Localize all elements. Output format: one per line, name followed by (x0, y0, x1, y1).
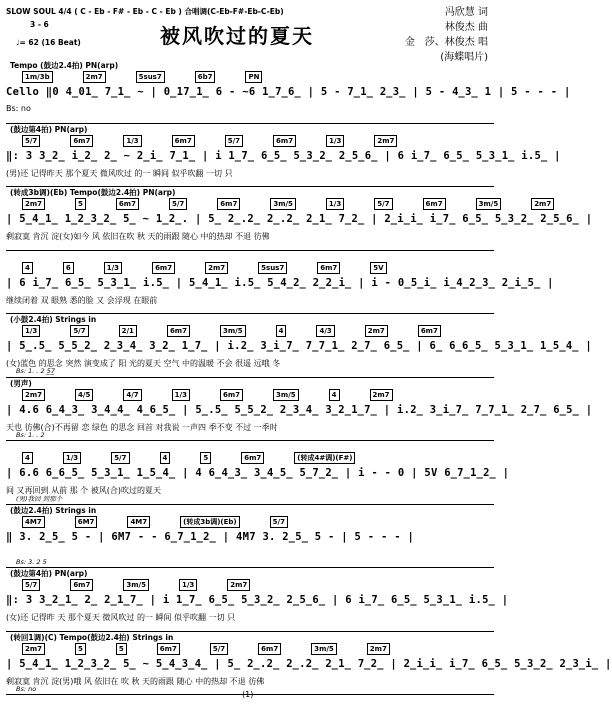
chord-box: 2m7 (370, 389, 393, 401)
chord-box: 2m7 (374, 135, 397, 147)
singer-credit: 金 莎、林俊杰 唱 (404, 37, 488, 48)
chord-box: 5/7 (210, 643, 228, 655)
chord-box: 4 (22, 452, 33, 464)
chord-row (6, 262, 494, 275)
system-instruction: (鼓边第4拍) PN(arp) (10, 124, 88, 134)
chord-box: 6m7 (70, 135, 93, 147)
chord-box: 6m7 (423, 198, 446, 210)
notation-line: Cello ‖0 4̲01̲ 7̲1̲ ~ | 0̲17̲1̲ 6 - ~6 1̲7̲6̲ | 5 - 7̲1̲ 2̲3̲ | 5 - 4̲3̲ 1 | 5 - - - | (6, 86, 571, 98)
chord-row (6, 579, 494, 592)
score-system (6, 568, 509, 632)
chord-box: 1/3 (104, 262, 122, 274)
tempo-marking: ♩= 62 (16 Beat) (16, 38, 81, 47)
chord-box: 1/3 (326, 198, 344, 210)
chord-box: 6m7 (167, 325, 190, 337)
chord-box: 5/7 (70, 325, 88, 337)
chord-box: 1m/3b (22, 71, 53, 83)
chord-box: 2m7 (205, 262, 228, 274)
chord-box: 6m7 (152, 262, 175, 274)
score-system (6, 60, 571, 124)
chord-box: 3m/5 (270, 198, 296, 210)
chord-box: 5/7 (22, 579, 40, 591)
system-instruction: (转回1调)(C) Tempo(鼓边2.4拍) Strings in (10, 632, 174, 642)
song-title: 被风吹过的夏天 (160, 24, 314, 48)
chord-box: 6m7 (116, 198, 139, 210)
chord-row (6, 198, 552, 211)
chord-box: 1/3 (63, 452, 81, 464)
system-instruction: (小鼓2.4拍) Strings in (10, 315, 97, 324)
chord-box: 6m7 (217, 198, 240, 210)
chord-box: 6m7 (418, 325, 441, 337)
chord-row (6, 643, 494, 656)
chord-box: 1/3 (326, 135, 344, 147)
chord-box: 5/7 (374, 198, 392, 210)
notation-line: | 6.6 6̲6̲5̲ 5̲3̲1̲ 1̲5̲4̲ | 4 6̲4̲3̲ 3̲4̲5̲ 5̲7̲2̲ | i - - 0 | 5V 6̲7̲1̲2̲ | (6, 467, 510, 479)
chord-box: 4 (329, 389, 340, 401)
chord-box: 6m7 (172, 135, 195, 147)
score-system (6, 187, 593, 251)
credits (368, 3, 488, 63)
chord-box: 6m7 (317, 262, 340, 274)
chord-box: (转成4#调)(F#) (294, 452, 355, 464)
chord-row (6, 325, 494, 338)
bass-note-line: Bs: 1. . 2 5̲7̲ (16, 367, 55, 375)
system-instruction: Tempo (鼓边2.4拍) PN(arp) (10, 61, 119, 70)
chord-box: 5V (370, 262, 386, 274)
notation-line: | 4.6 6̲4̲3̲ 3̲4̲4̲ 4̲6̲5̲ | 5̲.5̲ 5̲5̲2̲ 2̲3̲4̲ 3̲2̲1̲7̲ | i.2̲ 3̲i̲7̲ 7̲7̲1̲ 2̲7̲ 6̲5̲ | (6, 403, 593, 416)
label-credit: (海蝶唱片) (440, 52, 488, 63)
chord-box: 4/5 (75, 389, 93, 401)
score-system (6, 251, 554, 315)
chord-box: 6m7 (241, 452, 264, 464)
key-note: 3 - 6 (30, 20, 49, 29)
lyrics-line: (女)还 记得昨 天 那个夏天 微风吹过 的一 瞬间 似乎吹翻 一切 只 (6, 613, 236, 622)
chord-box: 6m7 (157, 643, 180, 655)
chord-box: 3m/5 (220, 325, 246, 337)
chord-box: 3m/5 (311, 643, 337, 655)
chord-box: 5/7 (169, 198, 187, 210)
chord-box: 5 (116, 643, 127, 655)
lyrics-line: 天也 彷佛(合)不再留 恋 绿色 的思念 回首 对我说 一声四 季不变 不过 一季时 (6, 422, 278, 432)
chord-box: 3m/5 (123, 579, 149, 591)
score-system (6, 632, 612, 696)
chord-box: 3m/5 (273, 389, 299, 401)
chord-box: 6m7 (258, 643, 281, 655)
chord-box: 5 (75, 643, 86, 655)
score-system (6, 378, 593, 442)
chord-row (6, 516, 494, 529)
chord-box: 6m7 (70, 579, 93, 591)
system-instruction: (鼓边2.4拍) Strings in (10, 505, 97, 515)
chord-row (6, 135, 494, 148)
notation-line: | 5̲4̲1̲ 1̲2̲3̲2̲ 5̲ ~ 1̲2̲. | 5̲ 2̲.2̲ 2̲.2̲ 2̲1̲ 7̲2̲ | 2̲i̲i̲ i̲7̲ 6̲5̲ 5̲3̲2̲ 2̲5̲6̲ | (6, 213, 593, 225)
notation-line: | 5̲4̲1̲ 1̲2̲3̲2̲ 5̲ ~ 5̲4̲3̲4̲ | 5̲ 2̲.2̲ 2̲.2̲ 2̲1̲ 7̲2̲ | 2̲i̲i̲ i̲7̲ 6̲5̲ 5̲3̲2̲ 2̲3̲i̲ | (6, 657, 612, 670)
notation-line: | 5̲.5̲ 5̲5̲2̲ 2̲3̲4̲ 3̲2̲ 1̲7̲ | i.2̲ 3̲i̲7̲ 7̲7̲1̲ 2̲7̲ 6̲5̲ | 6̲ 6̲6̲5̲ 5̲3̲1̲ 1̲5̲4̲ | (6, 340, 593, 352)
chord-box: 5 (75, 198, 86, 210)
lyrics-line: 间 又再回到 从前 那 个 被风(合)吹过的夏天 (6, 486, 161, 495)
chord-box: 6 (63, 262, 74, 274)
lyricist-credit: 冯欣慧 词 (444, 7, 488, 18)
chord-row (6, 71, 494, 84)
score-system (6, 314, 593, 378)
chord-box: 5/7 (22, 135, 40, 147)
chord-box: 5sus7 (258, 262, 287, 274)
chord-box: 2m7 (22, 198, 45, 210)
chord-box: 6m7 (220, 389, 243, 401)
chord-box: 5/7 (111, 452, 129, 464)
chord-box: 4 (276, 325, 287, 337)
notation-line: ‖: 3 3̲2̲1̲ 2̲ 2̲1̲7̲ | i 1̲7̲ 6̲5̲ 5̲3̲2̲ 2̲5̲6̲ | 6 i̲7̲ 6̲5̲ 5̲3̲1̲ i.5̲ | (6, 594, 509, 606)
chord-row (6, 452, 494, 465)
chord-box: 1/3 (172, 389, 190, 401)
chord-box: 6M7 (75, 516, 98, 528)
chord-box: 2m7 (367, 643, 390, 655)
notation-line: | 6 i̲7̲ 6̲5̲ 5̲3̲1̲ i.5̲ | 5̲4̲1̲ i.5̲ 5̲4̲2̲ 2̲2̲i̲ | i - 0̲5̲i̲ i̲4̲2̲3̲ 2̲i̲5̲ | (6, 276, 554, 289)
chord-box: 4M7 (127, 516, 150, 528)
notation-line: ‖ 3. 2̲5̲ 5 - | 6M7 - - 6̲7̲1̲2̲ | 4M7 3. 2̲5̲ 5 - | 5 - - - | (6, 530, 415, 543)
bass-note-line: Bs: 1. . 2 (16, 430, 45, 439)
chord-box: 4/3 (316, 325, 334, 337)
chord-box: 5/7 (225, 135, 243, 147)
chord-box: 2/1 (119, 325, 137, 337)
lyrics-line: 继续闭着 双 眼熟 悉的脸 又 会浮现 在眼前 (6, 295, 158, 305)
system-instruction: (男声) (10, 378, 32, 388)
chord-box: 5sus7 (136, 71, 165, 83)
system-instruction: (转成3b调)(Eb) Tempo(鼓边2.4拍) PN(arp) (10, 188, 176, 197)
bass-note-line: Bs: no (16, 684, 37, 693)
chord-box: 5/7 (270, 516, 288, 528)
chord-box: 1/3 (123, 135, 141, 147)
chord-box: 5 (200, 452, 211, 464)
chord-box: 2m7 (22, 643, 45, 655)
lyrics-line: Bs: no (6, 104, 31, 113)
page-number: (1) (242, 690, 254, 699)
system-instruction: (鼓边第4拍) PN(arp) (10, 569, 88, 578)
score-system (6, 441, 510, 505)
chord-box: 6b7 (195, 71, 216, 83)
chord-box: 4 (160, 452, 171, 464)
bass-note-line: (男)我回 到那个 (16, 495, 63, 503)
lyrics-line: 剩寂寞 肯沉 淀(女)如今 风 依旧在吹 秋 天的雨跟 随心 中的热却 不退 彷佛 (6, 232, 270, 241)
chord-box: 2m7 (227, 579, 250, 591)
chord-box: 2m7 (365, 325, 388, 337)
chord-box: 1/3 (179, 579, 197, 591)
lyrics-line: (男)还 记得昨天 那个夏天 微风吹过 的一 瞬间 似乎吹翻 一切 只 (6, 168, 233, 178)
chord-box: 3m/5 (476, 198, 502, 210)
lyrics-line: (女)蓝色 的思念 突然 演变成了 阳 光的夏天 空气 中的温暖 不会 很遥 远哦 冬 (6, 359, 281, 368)
chord-box: 6m7 (273, 135, 296, 147)
chord-box: PN (245, 71, 262, 83)
chord-box: 2m7 (531, 198, 554, 210)
chord-box: 2m7 (83, 71, 106, 83)
chord-box: 4/7 (123, 389, 141, 401)
composer-credit: 林俊杰 曲 (444, 22, 488, 33)
lyrics-line: 剩寂寞 肯沉 淀(男)哦 风 依旧在 吹 秋 天的雨跟 随心 中的热却 不退 彷佛 (6, 676, 265, 686)
chord-row (6, 389, 494, 402)
chord-box: 4 (22, 262, 33, 274)
chord-box: 2m7 (22, 389, 45, 401)
score-system (6, 124, 561, 188)
chord-box: 1/3 (22, 325, 40, 337)
score-system (6, 505, 494, 569)
notation-line: ‖: 3 3̲2̲ i̲2̲ 2̲ ~ 2̲i̲ 7̲1̲ | i 1̲7̲ 6̲5̲ 5̲3̲2̲ 2̲5̲6̲ | 6 i̲7̲ 6̲5̲ 5̲3̲1̲ i.5̲ | (6, 149, 561, 162)
chord-box: 4M7 (22, 516, 45, 528)
bass-note-line: Bs: 3. 2 5 (16, 557, 47, 566)
meter-line: SLOW SOUL 4/4 ( C - Eb - F# - Eb - C - Eb ) 合唱调(C-Eb-F#-Eb-C-Eb) (6, 7, 284, 16)
chord-box: (转成3b调)(Eb) (180, 516, 239, 528)
